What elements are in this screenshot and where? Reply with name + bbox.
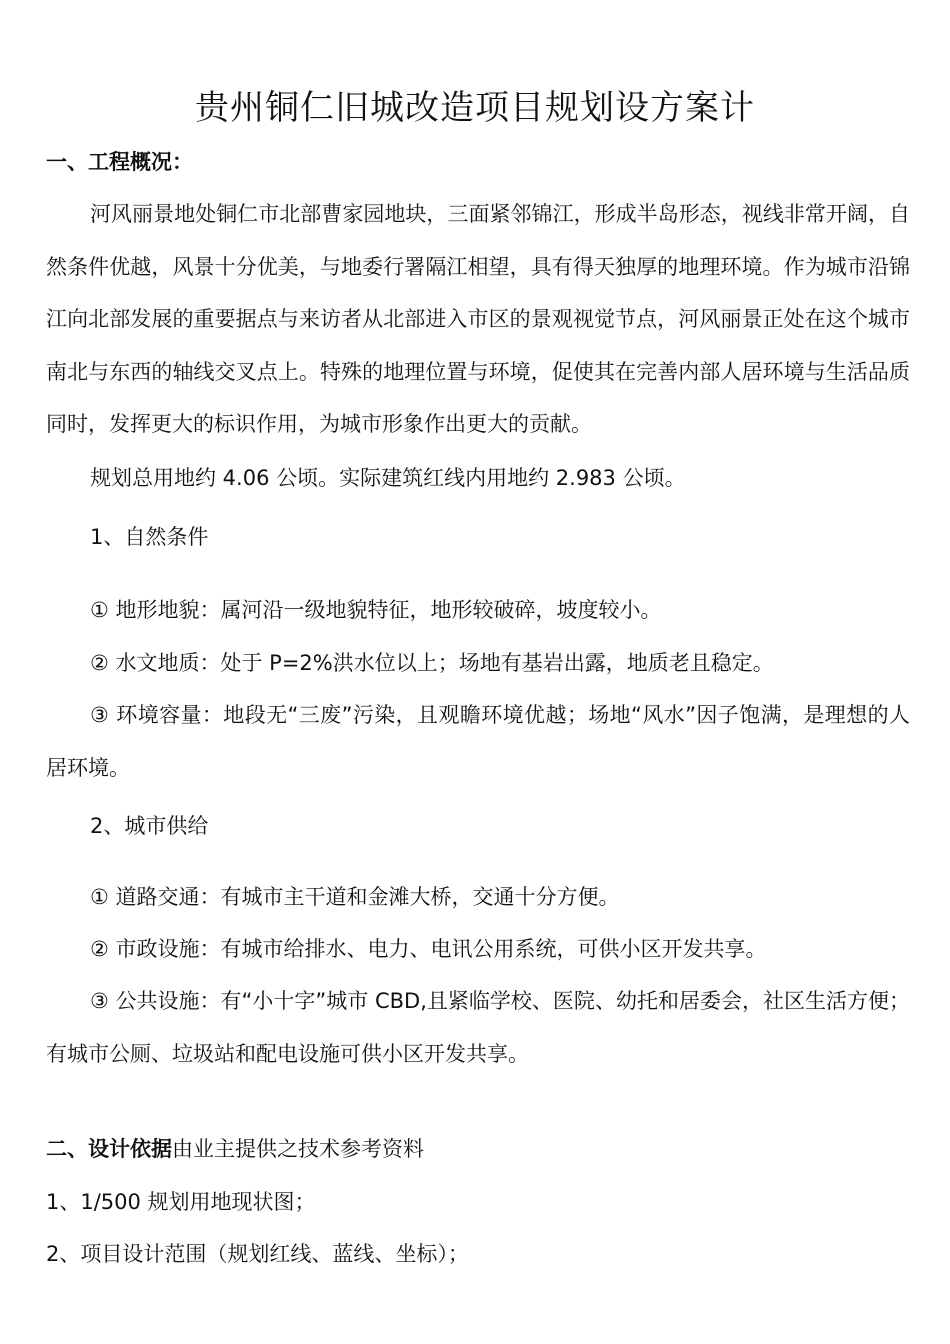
area-line: 规划总用地约 4.06 公顷。实际建筑红线内用地约 2.983 公顷。	[90, 466, 686, 490]
section2-heading	[46, 1134, 916, 1164]
section2-item-design-scope: 2、项目设计范围（规划红线、蓝线、坐标）；	[46, 1242, 469, 1266]
section2-heading-rest: 由业主提供之技术参考资料	[172, 1137, 424, 1161]
supply-item-public-facilities: ③ 公共设施：有“小十字”城市 CBD,且紧临学校、医院、幼托和居委会，社区生活方便；有城市公厕、垃圾站和配电设施可供小区开发共享。	[46, 989, 910, 1066]
natural-item-environment: ③ 环境容量：地段无“三废”污染，且观瞻环境优越；场地“风水”因子饱满，是理想的人居环境。	[46, 703, 910, 780]
document-title: 贵州铜仁旧城改造项目规划设方案计	[195, 88, 755, 128]
natural-item-terrain: ① 地形地貌：属河沿一级地貌特征，地形较破碎，坡度较小。	[90, 598, 662, 622]
supply-item-roads: ① 道路交通：有城市主干道和金滩大桥，交通十分方便。	[90, 885, 620, 909]
section1-heading: 一、工程概况：	[46, 150, 193, 174]
subsection-city-supply-heading: 2、城市供给	[90, 814, 209, 838]
section2-heading-bold: 二、设计依据	[46, 1137, 172, 1161]
supply-item-municipal: ② 市政设施：有城市给排水、电力、电讯公用系统，可供小区开发共享。	[90, 937, 767, 961]
subsection-natural-conditions-heading: 1、自然条件	[90, 525, 209, 549]
section1-intro-paragraph: 河风丽景地处铜仁市北部曹家园地块，三面紧邻锦江，形成半岛形态，视线非常开阔，自然条件优越，风景十分优美，与地委行署隔江相望，具有得天独厚的地理环境。作为城市沿锦江向北部发展的重要据点与来访者从北部进入市区的景观视觉节点，河风丽景正处在这个城市南北与东西的轴线交叉点上。特殊的地理位置与环境，促使其在完善内部人居环境与生活品质同时，发挥更大的标识作用，为城市形象作出更大的贡献。	[46, 202, 910, 436]
section2-item-survey-map: 1、1/500 规划用地现状图；	[46, 1190, 316, 1214]
natural-item-hydrology: ② 水文地质：处于 P=2%洪水位以上；场地有基岩出露，地质老且稳定。	[90, 651, 774, 675]
